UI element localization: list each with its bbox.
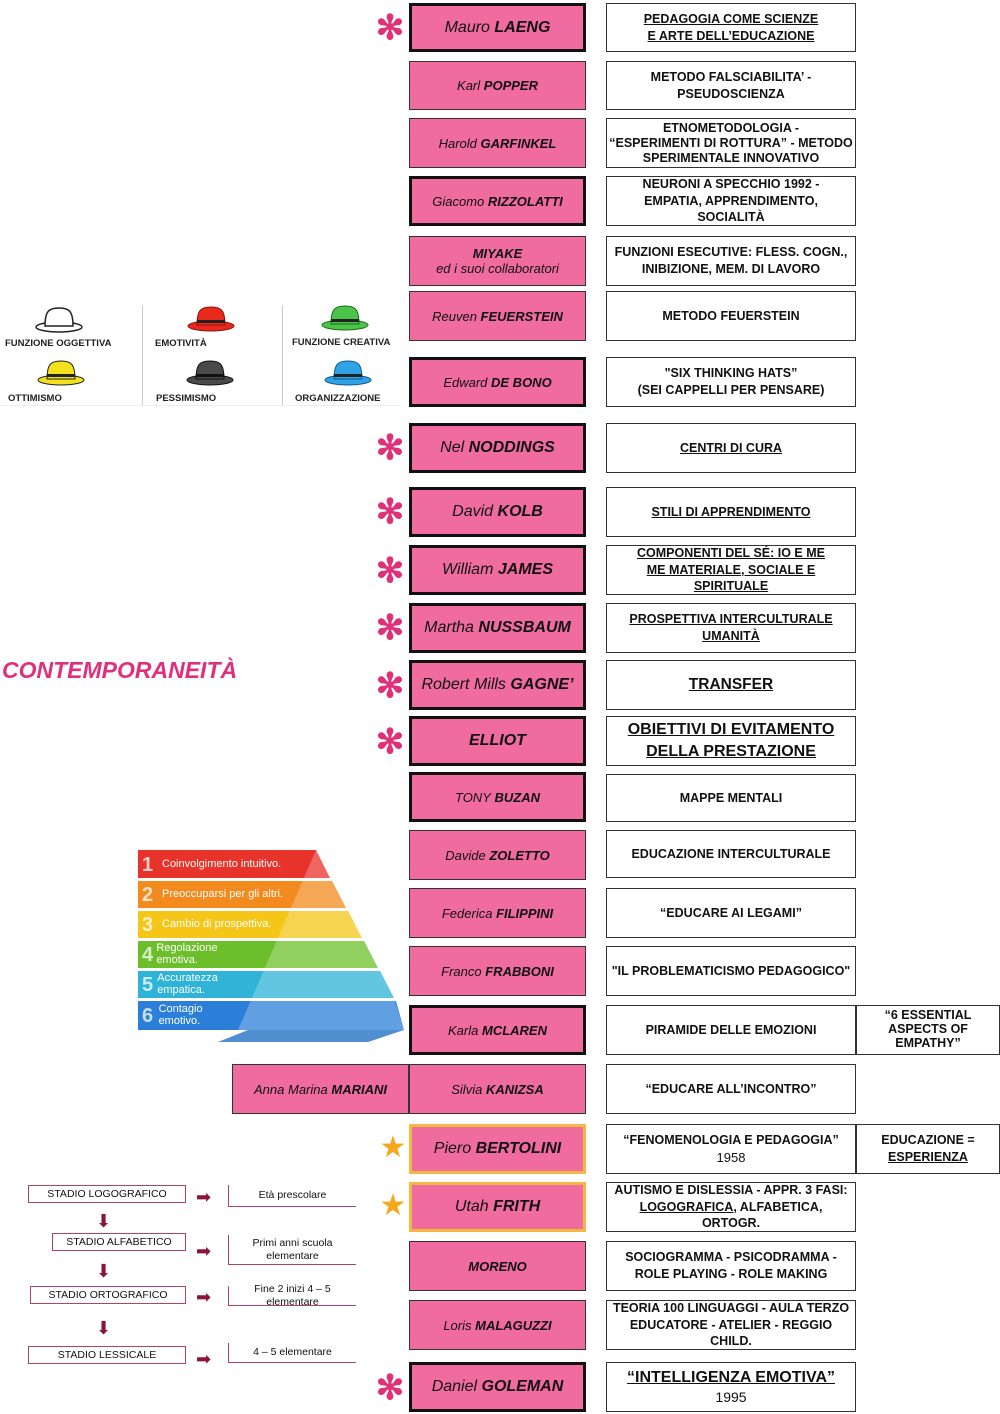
concept-year: 1995 — [715, 1389, 747, 1406]
concept-box — [606, 423, 856, 473]
asterisk-icon: ✻ — [375, 667, 405, 705]
author-last-name: MORENO — [468, 1258, 527, 1274]
author-box — [409, 1241, 586, 1291]
author-box — [409, 61, 586, 110]
author-box — [409, 603, 586, 653]
level-label: Contagio emotivo. — [158, 1003, 203, 1027]
hat-label: PESSIMISMO — [156, 393, 217, 404]
concept-box — [606, 176, 856, 226]
concept-line: INIBIZIONE, MEM. DI LAVORO — [641, 262, 821, 276]
concept-line: TEORIA 100 LINGUAGGI - AULA TERZO — [612, 1300, 850, 1315]
concept-line: SOCIOGRAMMA - PSICODRAMMA - — [625, 1250, 837, 1265]
author-first-name: Mauro — [444, 18, 490, 36]
concept-line: CENTRI DI CURA — [679, 440, 783, 455]
yellow-hat-icon — [35, 358, 87, 388]
concept-box — [606, 291, 856, 341]
author-last-name: BUZAN — [494, 789, 540, 805]
stage-box: STADIO ORTOGRAFICO — [30, 1286, 186, 1304]
section-heading: CONTEMPORANEITÀ — [2, 657, 238, 683]
stage-box: STADIO LESSICALE — [28, 1346, 186, 1364]
hat-blue — [290, 358, 400, 408]
pyramid-level — [142, 1001, 232, 1031]
age-box: Età prescolare — [228, 1185, 356, 1207]
concept-box — [606, 1064, 856, 1114]
concept-box — [606, 357, 856, 407]
concept-line: “6 ESSENTIAL ASPECTS OF EMPATHY” — [884, 1008, 972, 1050]
author-last-name: GAGNE’ — [510, 676, 574, 693]
concept-line: STILI DI APPRENDIMENTO — [651, 504, 811, 519]
author-first-name: Silvia — [451, 1081, 483, 1097]
arrow-down-icon: ⬇ — [96, 1211, 112, 1231]
concept-line: ROLE PLAYING - ROLE MAKING — [634, 1267, 828, 1281]
author-box — [409, 946, 586, 996]
hat-divider — [142, 305, 143, 405]
concept-line: METODO FEUERSTEIN — [662, 308, 800, 323]
concept-year: 1958 — [716, 1149, 746, 1165]
concept-box — [606, 487, 856, 537]
asterisk-icon: ✻ — [375, 493, 405, 531]
author-note: ed i suoi collaboratori — [436, 261, 559, 276]
concept-box — [606, 830, 856, 878]
author-box — [409, 545, 586, 595]
concept-box — [606, 716, 856, 766]
concept-line: “INTELLIGENZA EMOTIVA” — [627, 1368, 835, 1386]
level-number: 5 — [142, 973, 154, 996]
concept-line: “FENOMENOLOGIA E PEDAGOGIA” — [623, 1132, 839, 1147]
concept-line: UMANITÀ — [702, 629, 760, 643]
author-last-name: MCLAREN — [481, 1022, 547, 1038]
asterisk-icon: ✻ — [375, 552, 405, 590]
author-first-name: Karla — [448, 1022, 479, 1038]
concept-box — [606, 888, 856, 938]
concept-box — [606, 236, 856, 286]
author-last-name: FILIPPINI — [496, 905, 554, 921]
star-icon: ★ — [379, 1189, 407, 1222]
author-box — [409, 487, 586, 537]
age-box: Primi anni scuola elementare — [228, 1235, 356, 1265]
author-box — [409, 1124, 586, 1174]
author-box — [409, 1064, 586, 1114]
author-last-name: DE BONO — [491, 374, 552, 390]
asterisk-icon: ✻ — [375, 429, 405, 467]
author-box — [409, 830, 586, 880]
asterisk-icon: ✻ — [375, 609, 405, 647]
author-first-name: Edward — [443, 374, 488, 390]
concept-line: NEURONI A SPECCHIO 1992 - — [642, 176, 820, 191]
black-hat-icon — [184, 358, 236, 388]
concept-line: E ARTE DELL’EDUCAZIONE — [647, 28, 815, 43]
arrow-down-icon: ⬇ — [96, 1318, 112, 1338]
six-hats-panel — [0, 300, 400, 410]
author-box — [409, 118, 586, 168]
author-last-name: FRITH — [493, 1198, 541, 1215]
author-box-left — [232, 1064, 409, 1114]
concept-box — [606, 1182, 856, 1232]
hat-label: EMOTIVITÀ — [155, 338, 207, 349]
pyramid-level — [142, 912, 271, 938]
author-first-name: Federica — [441, 905, 493, 921]
concept-underlined: LOGOGRAFICA — [639, 1199, 734, 1214]
level-label: Regolazione emotiva. — [156, 942, 218, 966]
concept-line: PSEUDOSCIENZA — [677, 86, 785, 101]
author-box — [409, 357, 586, 407]
concept-line: COMPONENTI DEL SÉ: IO E ME — [637, 545, 825, 560]
author-first-name: Loris — [443, 1317, 472, 1333]
arrow-right-icon: ➡ — [196, 1349, 212, 1369]
pyramid-level — [142, 941, 232, 969]
author-first-name: Harold — [438, 135, 477, 151]
concept-line: FUNZIONI ESECUTIVE: FLESS. COGN., — [614, 245, 848, 260]
level-label: Preoccuparsi per gli altri. — [162, 888, 284, 901]
author-box — [409, 3, 586, 52]
author-box — [409, 888, 586, 938]
concept-line: (SEI CAPPELLI PER PENSARE) — [637, 383, 825, 397]
hat-divider — [282, 305, 283, 405]
green-hat-icon — [319, 303, 371, 333]
concept-line: MAPPE MENTALI — [679, 790, 783, 805]
level-number: 1 — [142, 853, 154, 876]
white-hat-icon — [33, 305, 85, 335]
star-icon: ★ — [379, 1131, 407, 1164]
author-last-name: JAMES — [497, 561, 553, 578]
concept-line: SPERIMENTALE INNOVATIVO — [642, 150, 820, 165]
author-last-name: GOLEMAN — [481, 1378, 564, 1395]
reading-stages — [26, 1183, 360, 1373]
author-first-name: Robert Mills — [421, 676, 506, 693]
concept-line: ME MATERIALE, SOCIALE E SPIRITUALE — [646, 562, 816, 594]
concept-box — [606, 1300, 856, 1350]
author-last-name: FEUERSTEIN — [480, 308, 563, 324]
level-label: Accuratezza empatica. — [157, 972, 218, 996]
author-box — [409, 236, 586, 286]
author-last-name: ELLIOT — [469, 732, 526, 749]
level-number: 4 — [142, 943, 154, 966]
concept-line: PEDAGOGIA COME SCIENZE — [643, 11, 819, 26]
concept-line: , ALFABETICA, ORTOGR. — [701, 1199, 823, 1231]
concept-box — [606, 660, 856, 710]
author-box — [409, 1362, 586, 1412]
arrow-down-icon: ⬇ — [96, 1261, 112, 1281]
level-label: Cambio di prospettiva. — [162, 918, 272, 931]
asterisk-icon: ✻ — [375, 723, 405, 761]
concept-box — [606, 1005, 856, 1055]
author-last-name: MARIANI — [331, 1081, 387, 1097]
author-box — [409, 291, 586, 341]
concept-line: AUTISMO E DISLESSIA - APPR. 3 FASI: — [614, 1182, 848, 1197]
author-last-name: RIZZOLATTI — [487, 193, 563, 209]
author-first-name: William — [442, 561, 494, 578]
red-hat-icon — [185, 304, 237, 334]
concept-box — [606, 118, 856, 168]
concept-line: EDUCAZIONE INTERCULTURALE — [631, 846, 831, 861]
concept-line: PROSPETTIVA INTERCULTURALE — [629, 612, 833, 627]
concept-line: ESPERIENZA — [888, 1150, 968, 1164]
empathy-pyramid — [138, 848, 406, 1044]
concept-side-box — [856, 1124, 1000, 1174]
author-last-name: NODDINGS — [468, 439, 555, 456]
concept-line: PIRAMIDE DELLE EMOZIONI — [645, 1022, 817, 1037]
author-first-name: Piero — [433, 1140, 472, 1157]
hat-yellow — [0, 358, 120, 408]
concept-line: EDUCATORE - ATELIER - REGGIO CHILD. — [629, 1317, 833, 1349]
author-last-name: FRABBONI — [485, 963, 554, 979]
hat-label: FUNZIONE OGGETTIVA — [5, 338, 112, 349]
arrow-right-icon: ➡ — [196, 1287, 212, 1307]
author-first-name: Karl — [457, 78, 481, 93]
stage-box: STADIO ALFABETICO — [52, 1233, 186, 1251]
asterisk-icon: ✻ — [375, 9, 405, 47]
concept-box — [606, 545, 856, 595]
level-number: 2 — [142, 883, 154, 906]
author-first-name: Nel — [440, 439, 465, 456]
author-box — [409, 716, 586, 766]
concept-line: ETNOMETODOLOGIA - — [662, 120, 800, 135]
concept-box — [606, 3, 856, 52]
level-label: Coinvolgimento intuitivo. — [162, 858, 282, 871]
arrow-right-icon: ➡ — [196, 1187, 212, 1207]
concept-box — [606, 1124, 856, 1174]
concept-line: "SIX THINKING HATS” — [664, 366, 798, 381]
concept-line: EDUCAZIONE = — [881, 1133, 975, 1148]
author-first-name: David — [452, 503, 494, 520]
author-first-name: Martha — [424, 619, 474, 636]
hat-label: ORGANIZZAZIONE — [295, 393, 381, 404]
pyramid-level — [142, 852, 281, 878]
concept-line: “EDUCARE AI LEGAMI” — [660, 905, 802, 920]
author-first-name: Reuven — [432, 308, 477, 324]
pyramid-level — [142, 882, 283, 908]
author-first-name: Anna Marina — [254, 1081, 328, 1097]
arrow-right-icon: ➡ — [196, 1241, 212, 1261]
author-first-name: Franco — [441, 963, 482, 979]
author-first-name: Utah — [454, 1198, 489, 1215]
hat-black — [150, 358, 270, 408]
concept-line: “ESPERIMENTI DI ROTTURA” - METODO — [609, 135, 853, 150]
concept-line: OBIETTIVI DI EVITAMENTO — [627, 721, 835, 739]
concept-box — [606, 1362, 856, 1412]
author-box — [409, 772, 586, 822]
concept-box — [606, 61, 856, 110]
author-first-name: TONY — [454, 789, 491, 805]
author-last-name: MALAGUZZI — [475, 1317, 552, 1333]
author-last-name: LAENG — [494, 18, 551, 36]
concept-line: "IL PROBLEMATICISMO PEDAGOGICO" — [611, 963, 851, 978]
author-last-name: POPPER — [483, 78, 538, 93]
author-box — [409, 1005, 586, 1055]
author-box — [409, 660, 586, 710]
author-last-name: NUSSBAUM — [478, 619, 571, 636]
author-first-name: Daniel — [431, 1378, 478, 1395]
concept-box — [606, 946, 856, 996]
concept-line: TRANSFER — [688, 675, 774, 693]
author-box — [409, 176, 586, 226]
concept-box — [606, 774, 856, 822]
pyramid-level — [142, 971, 242, 999]
asterisk-icon: ✻ — [375, 1369, 405, 1407]
concept-box — [606, 1241, 856, 1291]
concept-side-box — [856, 1005, 1000, 1055]
author-first-name: Davide — [445, 847, 486, 863]
level-number: 6 — [142, 1004, 154, 1027]
hat-label: FUNZIONE CREATIVA — [292, 337, 391, 348]
author-first-name: Giacomo — [432, 193, 485, 209]
age-box: Fine 2 inizi 4 – 5 elementare — [228, 1286, 356, 1306]
concept-line: “EDUCARE ALL’INCONTRO” — [645, 1081, 817, 1096]
blue-hat-icon — [322, 358, 374, 388]
stage-box: STADIO LOGOGRAFICO — [28, 1185, 186, 1203]
author-box — [409, 423, 586, 473]
author-last-name: BERTOLINI — [475, 1140, 562, 1157]
author-last-name: KOLB — [497, 503, 543, 520]
level-number: 3 — [142, 913, 154, 936]
author-last-name: ZOLETTO — [489, 847, 550, 863]
author-box — [409, 1182, 586, 1232]
author-last-name: KANIZSA — [485, 1081, 544, 1097]
author-box — [409, 1300, 586, 1350]
concept-line: METODO FALSCIABILITA’ - — [650, 69, 812, 84]
concept-line: DELLA PRESTAZIONE — [646, 743, 816, 760]
concept-line: EMPATIA, APPRENDIMENTO, SOCIALITÀ — [644, 193, 818, 225]
author-last-name: MIYAKE — [472, 246, 523, 261]
author-last-name: GARFINKEL — [480, 135, 557, 151]
age-box: 4 – 5 elementare — [228, 1343, 356, 1363]
hat-white — [0, 300, 120, 352]
hat-green — [290, 300, 400, 352]
hat-label: OTTIMISMO — [8, 393, 62, 404]
concept-box — [606, 603, 856, 653]
hat-red — [150, 300, 270, 352]
